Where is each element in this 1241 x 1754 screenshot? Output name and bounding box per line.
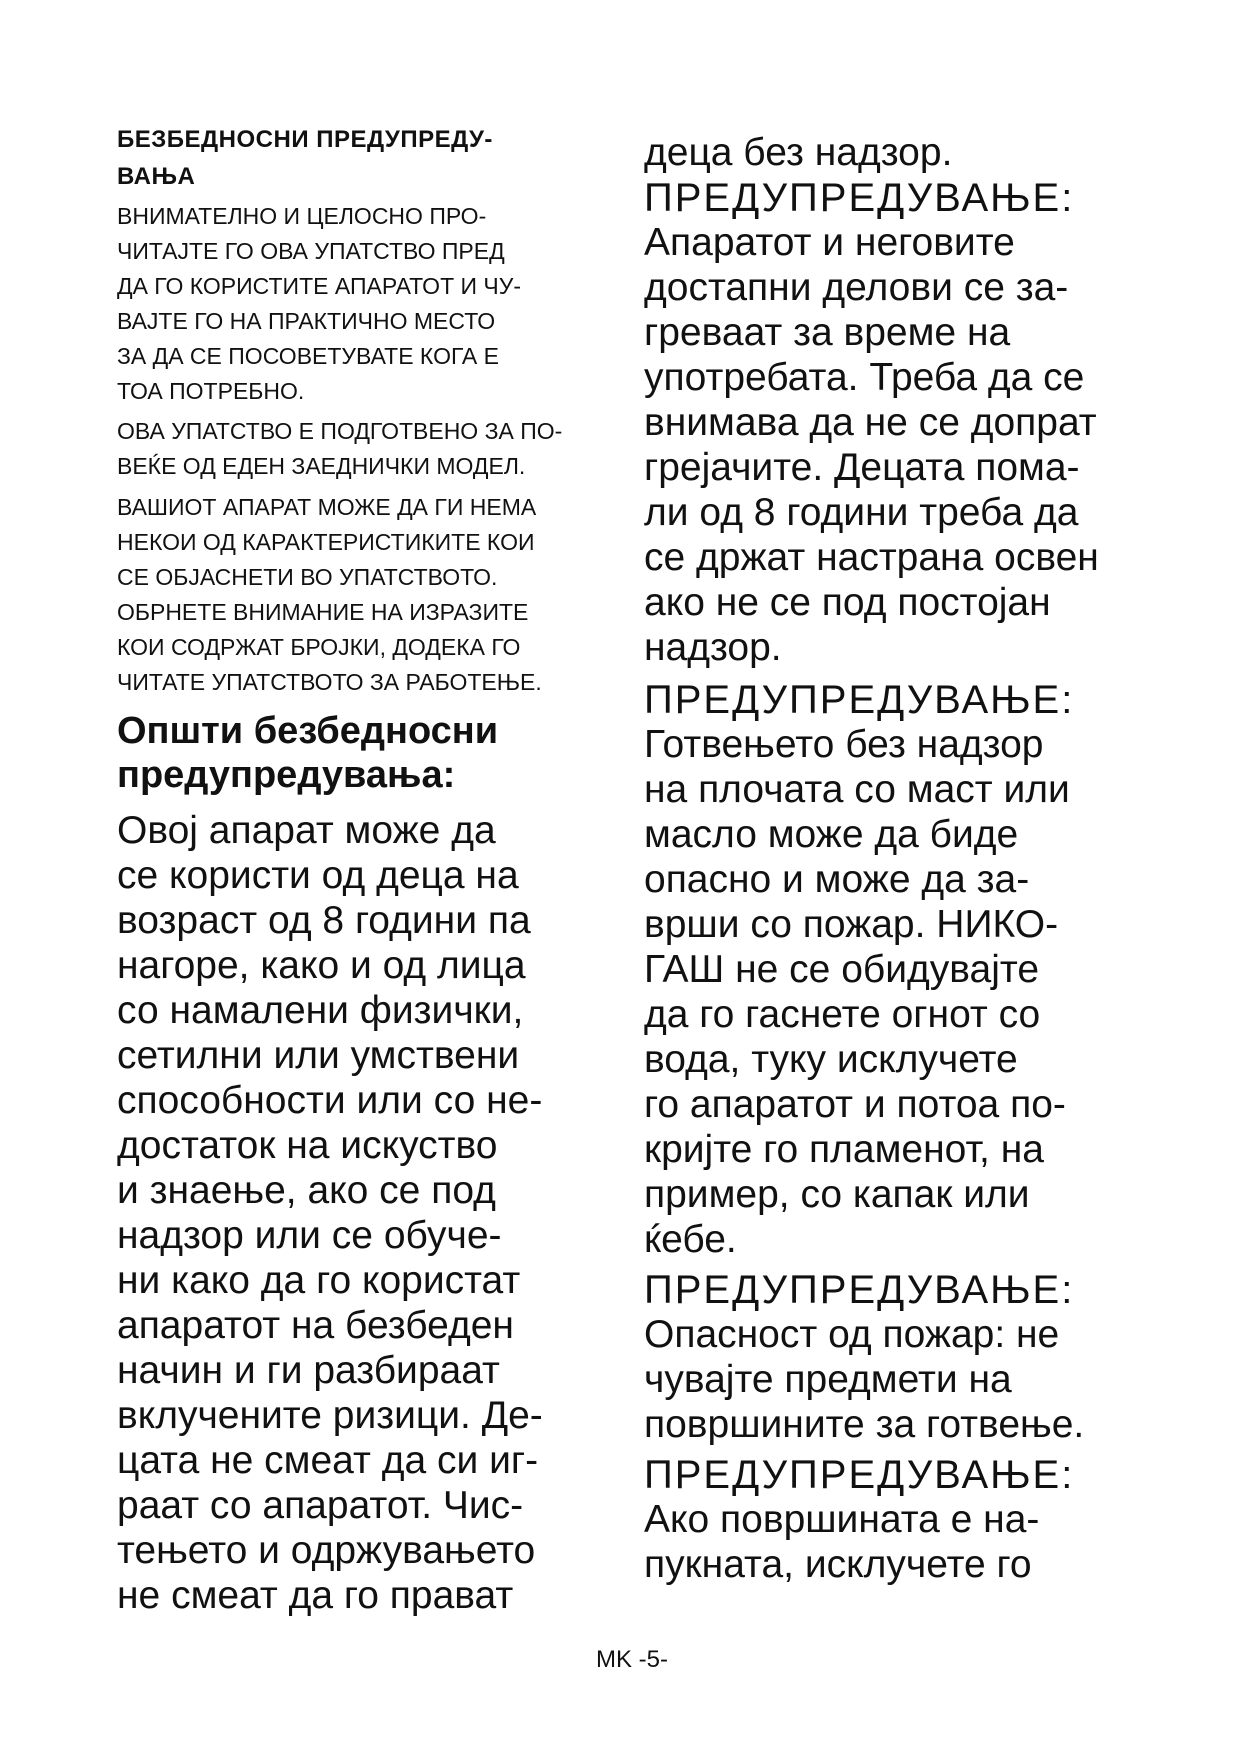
warning-line: внимава да не се допрат [644, 401, 1097, 444]
intro-line: СЕ ОБЈАСНЕТИ ВО УПАТСТВОТО. [117, 564, 498, 590]
warning-line: Ако површината е на- [644, 1498, 1040, 1541]
general-body-line: се користи од деца на [117, 854, 519, 897]
general-body-line: апаратот на безбеден [117, 1304, 514, 1347]
intro-line: ТОА ПОТРЕБНО. [117, 378, 305, 404]
warning-line: надзор. [644, 626, 782, 669]
intro-line: КОИ СОДРЖАТ БРОЈКИ, ДОДЕКА ГО [117, 634, 521, 660]
warning-label: ПРЕДУПРЕДУВАЊЕ: [644, 678, 1075, 722]
general-body-line: со намалени физички, [117, 989, 524, 1032]
warning-line: достапни делови се за- [644, 266, 1069, 309]
warning-line: употребата. Треба да се [644, 356, 1085, 399]
general-body-line: сетилни или умствени [117, 1034, 520, 1077]
warning-line: кријте го пламенот, на [644, 1128, 1044, 1171]
general-body-line: начин и ги разбираат [117, 1349, 500, 1392]
intro-line: ВЕЌЕ ОД ЕДЕН ЗАЕДНИЧКИ МОДЕЛ. [117, 453, 526, 479]
warning-line: пукната, исклучете го [644, 1543, 1032, 1586]
general-body-line: надзор или се обуче- [117, 1214, 502, 1257]
warning-label: ПРЕДУПРЕДУВАЊЕ: [644, 176, 1075, 220]
general-body-line: способности или со не- [117, 1079, 543, 1122]
warning-line: Апаратот и неговите [644, 221, 1015, 264]
warning-line: ако не се под постојан [644, 581, 1051, 624]
warning-line: ќебе. [644, 1218, 737, 1261]
warning-line: грејачите. Децата пома- [644, 446, 1080, 489]
general-body-line: раат со апаратот. Чис- [117, 1484, 524, 1527]
warning-line: врши со пожар. НИКО- [644, 903, 1059, 946]
intro-line: ВНИМАТЕЛНО И ЦЕЛОСНО ПРО- [117, 203, 487, 229]
general-body-line: цата не смеат да си иг- [117, 1439, 539, 1482]
page-number: MK -5- [596, 1646, 668, 1673]
general-body-line: возраст од 8 години па [117, 899, 531, 942]
general-heading-line-2: предупредувања: [117, 754, 456, 796]
intro-line: ЗА ДА СЕ ПОСОВЕТУВАТЕ КОГА Е [117, 343, 499, 369]
general-body-line: нагоре, како и од лица [117, 944, 526, 987]
intro-line: ЧИТАЈТЕ ГО ОВА УПАТСТВО ПРЕД [117, 238, 505, 264]
general-body-line: достаток на искуство [117, 1124, 498, 1167]
general-body-line: не смеат да го прават [117, 1574, 514, 1617]
warning-line: вода, туку исклучете [644, 1038, 1018, 1081]
warning-label: ПРЕДУПРЕДУВАЊЕ: [644, 1268, 1075, 1312]
general-body-line: тењето и одржувањето [117, 1529, 536, 1572]
warning-line: на плочата со маст или [644, 768, 1070, 811]
intro-line: ЧИТАТЕ УПАТСТВОТО ЗА РАБОТЕЊЕ. [117, 669, 542, 695]
warning-line: греваат за време на [644, 311, 1011, 354]
general-body-line: и знаење, ако се под [117, 1169, 496, 1212]
warning-line: се држат настрана освен [644, 536, 1099, 579]
warning-line: опасно и може да за- [644, 858, 1030, 901]
warning-line: пример, со капак или [644, 1173, 1030, 1216]
intro-line: ОВА УПАТСТВО Е ПОДГОТВЕНО ЗА ПО- [117, 418, 563, 444]
warning-line: површините за готвење. [644, 1403, 1085, 1446]
continuation-line: деца без надзор. [644, 131, 953, 174]
intro-line: НЕКОИ ОД КАРАКТЕРИСТИКИТЕ КОИ [117, 529, 535, 555]
warning-label: ПРЕДУПРЕДУВАЊЕ: [644, 1453, 1075, 1497]
general-body-line: ни како да го користат [117, 1259, 521, 1302]
warning-line: чувајте предмети на [644, 1358, 1012, 1401]
warning-line: Опасност од пожар: не [644, 1313, 1060, 1356]
warning-line: да го гаснете огнот со [644, 993, 1041, 1036]
warning-line: ГАШ не се обидувајте [644, 948, 1040, 991]
intro-line: ВАЈТЕ ГО НА ПРАКТИЧНО МЕСТО [117, 308, 496, 334]
intro-line: ДА ГО КОРИСТИТЕ АПАРАТОТ И ЧУ- [117, 273, 522, 299]
section-title-line-1: БЕЗБЕДНОСНИ ПРЕДУПРЕДУ- [117, 126, 493, 153]
warning-line: Готвењето без надзор [644, 723, 1044, 766]
general-body-line: Овој апарат може да [117, 809, 496, 852]
warning-line: го апаратот и потоа по- [644, 1083, 1066, 1126]
warning-line: масло може да биде [644, 813, 1019, 856]
intro-line: ВАШИОТ АПАРАТ МОЖЕ ДА ГИ НЕМА [117, 494, 537, 520]
intro-line: ОБРНЕТЕ ВНИМАНИЕ НА ИЗРАЗИТЕ [117, 599, 529, 625]
warning-line: ли од 8 години треба да [644, 491, 1079, 534]
general-body-line: вклучените ризици. Де- [117, 1394, 543, 1437]
section-title-line-2: ВАЊА [117, 163, 196, 190]
general-heading-line-1: Општи безбедносни [117, 710, 499, 752]
